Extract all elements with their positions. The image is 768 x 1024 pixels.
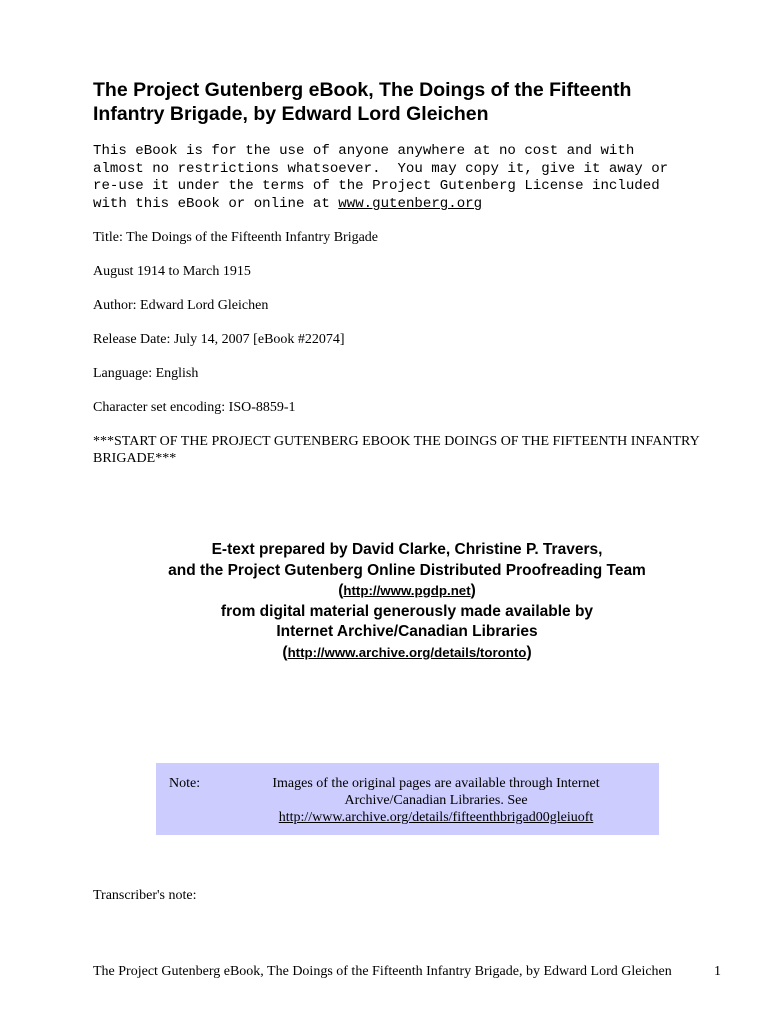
meta-title: Title: The Doings of the Fifteenth Infantry Brigade bbox=[93, 230, 379, 245]
intro-line-3: re-use it under the terms of the Project Gutenberg License included bbox=[93, 178, 660, 195]
pgdp-link[interactable]: http://www.pgdp.net bbox=[343, 583, 471, 598]
intro-line-1: This eBook is for the use of anyone anywhere at no cost and with bbox=[93, 143, 635, 159]
meta-language: Language: English bbox=[93, 366, 199, 381]
credits-line-6 bbox=[0, 643, 768, 664]
note-label: Note: bbox=[169, 776, 201, 791]
note-line-1: Images of the original pages are available through Internet bbox=[272, 776, 600, 791]
meta-date-range: August 1914 to March 1915 bbox=[93, 264, 251, 279]
paren-close: ) bbox=[470, 582, 476, 599]
archive-pages-link[interactable]: http://www.archive.org/details/fifteenthbrigad00gleiuoft bbox=[278, 810, 594, 825]
intro-line-4: with this eBook or online at bbox=[93, 196, 339, 213]
page-number: 1 bbox=[714, 964, 721, 979]
intro-line-2: almost no restrictions whatsoever. You may copy it, give it away or bbox=[93, 160, 669, 177]
meta-author: Author: Edward Lord Gleichen bbox=[93, 298, 269, 313]
credits-line-3 bbox=[0, 581, 768, 602]
transcriber-note: Transcriber's note: bbox=[93, 888, 197, 903]
note-box bbox=[156, 763, 659, 835]
credits-line-1: E-text prepared by David Clarke, Christine P. Travers, bbox=[211, 541, 603, 558]
archive-toronto-link[interactable]: http://www.archive.org/details/toronto bbox=[287, 644, 527, 660]
title-line-2: Infantry Brigade, by Edward Lord Gleichen bbox=[93, 103, 489, 125]
page-footer: The Project Gutenberg eBook, The Doings of the Fifteenth Infantry Brigade, by Edward Lord Gleichen bbox=[93, 964, 672, 979]
paren-open-2: ( bbox=[282, 643, 288, 661]
credits-line-2: and the Project Gutenberg Online Distributed Proofreading Team bbox=[168, 561, 646, 579]
meta-release-date: Release Date: July 14, 2007 [eBook #22074] bbox=[93, 332, 345, 347]
note-text bbox=[261, 775, 611, 826]
paren-close-2: ) bbox=[526, 643, 532, 661]
credits-line-5: Internet Archive/Canadian Libraries bbox=[276, 623, 538, 640]
gutenberg-link[interactable]: www.gutenberg.org bbox=[338, 196, 483, 213]
meta-encoding: Character set encoding: ISO-8859-1 bbox=[93, 400, 296, 415]
note-line-2: Archive/Canadian Libraries. See bbox=[344, 793, 528, 808]
start-marker: ***START OF THE PROJECT GUTENBERG EBOOK THE DOINGS OF THE FIFTEENTH INFANTRY BRIGADE*** bbox=[93, 434, 700, 466]
paren-open: ( bbox=[338, 582, 344, 599]
credits-block bbox=[0, 540, 768, 663]
license-intro bbox=[93, 143, 668, 214]
document-title bbox=[93, 78, 713, 126]
title-line-1: The Project Gutenberg eBook, The Doings of the Fifteenth bbox=[93, 79, 632, 101]
credits-line-4: from digital material generously made available by bbox=[220, 602, 594, 620]
